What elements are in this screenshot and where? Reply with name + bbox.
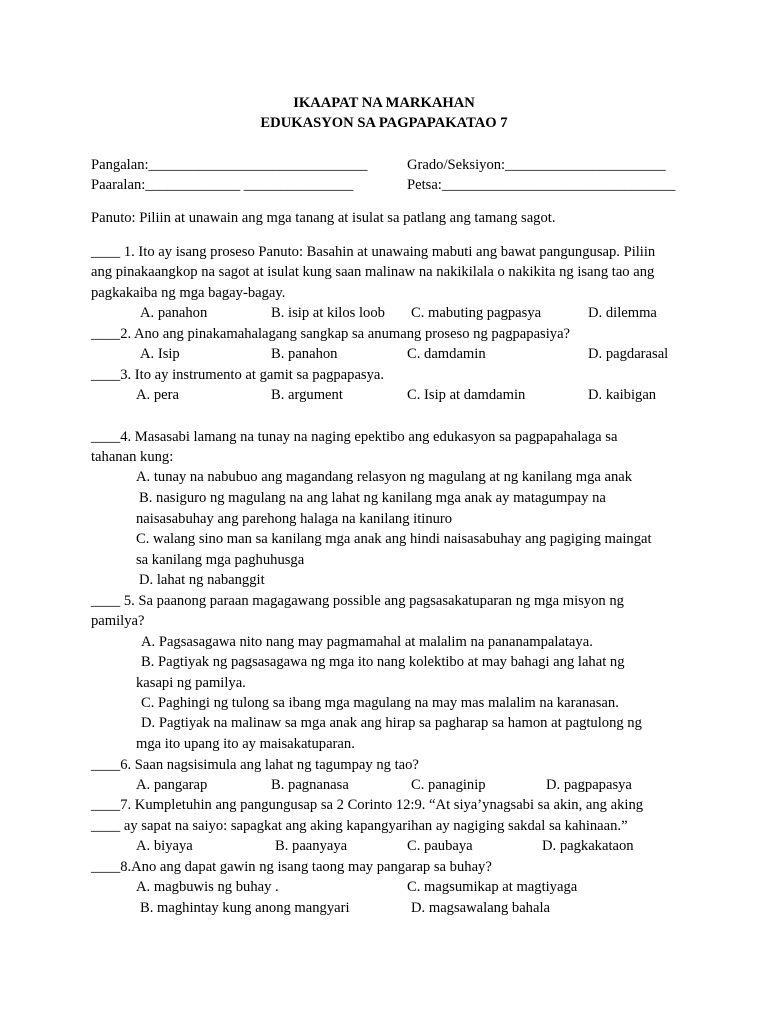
question-5-line-2: pamilya?	[91, 613, 145, 629]
grado-field: Grado/Seksiyon:______________________	[407, 157, 666, 173]
q7-choice-c: C. paubaya	[407, 838, 473, 854]
q8-choice-d: D. magsawalang bahala	[411, 900, 550, 916]
page-title: IKAAPAT NA MARKAHAN	[293, 95, 475, 111]
q2-choice-b: B. panahon	[271, 346, 338, 362]
q4-choice-d: D. lahat ng nabanggit	[139, 572, 265, 588]
pangalan-field: Pangalan:______________________________	[91, 157, 368, 173]
question-5-line-1: ____ 5. Sa paanong paraan magagawang possible ang pagsasakatuparan ng mga misyon ng	[91, 593, 624, 609]
q5-choice-b: B. Pagtiyak ng pagsasagawa ng mga ito nang kolektibo at may bahagi ang lahat ng	[141, 654, 625, 670]
instructions: Panuto: Piliin at unawain ang mga tanang at isulat sa patlang ang tamang sagot.	[91, 210, 556, 226]
paaralan-field: Paaralan:_____________ _______________	[91, 177, 354, 193]
page-subtitle: EDUKASYON SA PAGPAPAKATAO 7	[260, 115, 508, 131]
q1-choice-c: C. mabuting pagpasya	[411, 305, 542, 321]
q3-choice-b: B. argument	[271, 387, 343, 403]
question-7-line-2: ____ ay sapat na saiyo: sapagkat ang aking kapangyarihan ay nagiging sakdal sa kahinaan.”	[91, 818, 628, 834]
q6-choice-a: A. pangarap	[136, 777, 208, 793]
question-3-line-1: ____3. Ito ay instrumento at gamit sa pagpapasya.	[91, 367, 385, 383]
q7-choice-d: D. pagkakataon	[542, 838, 634, 854]
question-1-line-2: ang pinakaangkop na sagot at isulat kung saan malinaw na nakikilala o nakikita ng isang tao ang	[91, 264, 655, 280]
q2-choice-a: A. Isip	[140, 346, 180, 362]
question-7-line-1: ____7. Kumpletuhin ang pangungusap sa 2 Corinto 12:9. “At siya’ynagsabi sa akin, ang aking	[91, 797, 644, 813]
q4-choice-c-cont: sa kanilang mga paghuhusga	[136, 552, 305, 568]
q4-choice-a: A. tunay na nabubuo ang magandang relasyon ng magulang at ng kanilang mga anak	[136, 469, 633, 485]
q6-choice-c: C. panaginip	[411, 777, 486, 793]
q7-choice-a: A. biyaya	[136, 838, 193, 854]
q5-choice-c: C. Paghingi ng tulong sa ibang mga magulang na may mas malalim na karanasan.	[141, 695, 619, 711]
question-8-line-1: ____8.Ano ang dapat gawin ng isang taong may pangarap sa buhay?	[91, 859, 492, 875]
q1-choice-b: B. isip at kilos loob	[271, 305, 385, 321]
question-4-line-1: ____4. Masasabi lamang na tunay na naging epektibo ang edukasyon sa pagpapahalaga sa	[91, 429, 618, 445]
q8-choice-b: B. maghintay kung anong mangyari	[140, 900, 350, 916]
q4-choice-c: C. walang sino man sa kanilang mga anak ang hindi naisasabuhay ang pagiging maingat	[136, 531, 652, 547]
question-1-line-3: pagkakaiba ng mga bagay-bagay.	[91, 285, 286, 301]
q5-choice-d: D. Pagtiyak na malinaw sa mga anak ang hirap sa pagharap sa hamon at pagtulong ng	[141, 715, 642, 731]
q4-choice-b-cont: naisasabuhay ang parehong halaga na kanilang itinuro	[136, 511, 453, 527]
q5-choice-d-cont: mga ito upang ito ay maisakatuparan.	[136, 736, 355, 752]
q6-choice-b: B. pagnanasa	[271, 777, 349, 793]
question-2-line-1: ____2. Ano ang pinakamahalagang sangkap sa anumang proseso ng pagpapasiya?	[91, 326, 571, 342]
q6-choice-d: D. pagpapasya	[546, 777, 632, 793]
q7-choice-b: B. paanyaya	[275, 838, 348, 854]
question-1-line-1: ____ 1. Ito ay isang proseso Panuto: Basahin at unawaing mabuti ang bawat pangungusap. Piliin	[91, 244, 656, 260]
q5-choice-a: A. Pagsasagawa nito nang may pagmamahal at malalim na pananampalataya.	[141, 634, 593, 650]
question-4-line-2: tahanan kung:	[91, 449, 174, 465]
petsa-field: Petsa:________________________________	[407, 177, 676, 193]
q3-choice-c: C. Isip at damdamin	[407, 387, 526, 403]
q5-choice-b-cont: kasapi ng pamilya.	[136, 675, 246, 691]
q8-choice-c: C. magsumikap at magtiyaga	[407, 879, 578, 895]
q4-choice-b: B. nasiguro ng magulang na ang lahat ng kanilang mga anak ay matagumpay na	[139, 490, 606, 506]
q1-choice-d: D. dilemma	[588, 305, 657, 321]
q3-choice-a: A. pera	[136, 387, 179, 403]
question-6-line-1: ____6. Saan nagsisimula ang lahat ng tagumpay ng tao?	[91, 757, 419, 773]
q2-choice-c: C. damdamin	[407, 346, 486, 362]
q2-choice-d: D. pagdarasal	[588, 346, 669, 362]
q8-choice-a: A. magbuwis ng buhay .	[136, 879, 279, 895]
q3-choice-d: D. kaibigan	[588, 387, 657, 403]
q1-choice-a: A. panahon	[140, 305, 208, 321]
